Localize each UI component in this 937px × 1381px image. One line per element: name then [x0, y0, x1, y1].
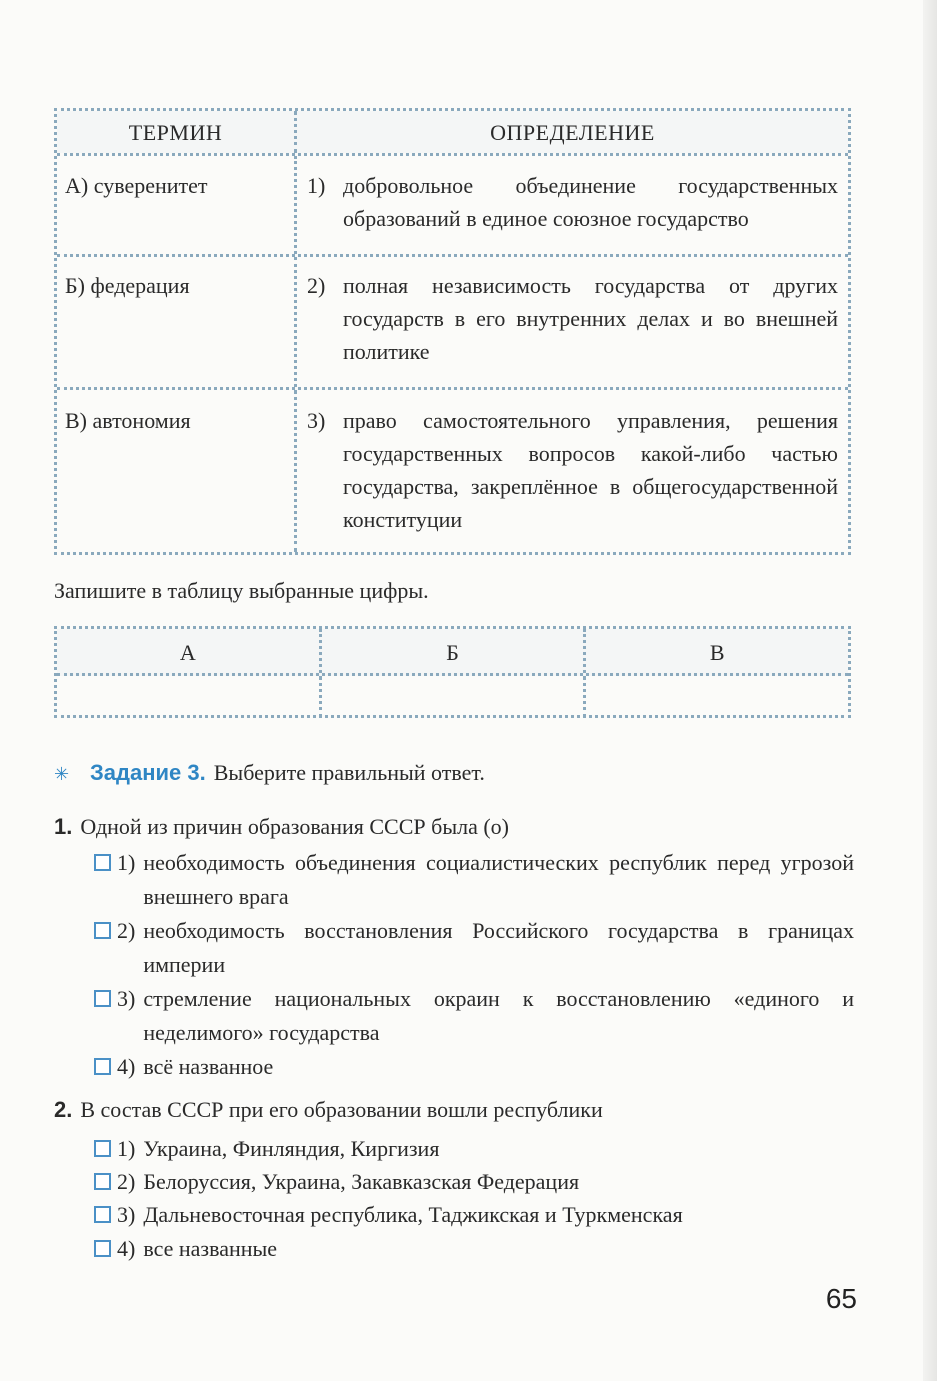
option-text: Украина, Финляндия, Киргизия: [143, 1136, 440, 1161]
option-number: 3): [117, 1202, 136, 1227]
table-row: [57, 257, 848, 390]
term-cell: А) суверенитет: [57, 156, 297, 254]
matching-table-header: [57, 111, 848, 156]
answer-option[interactable]: [94, 914, 854, 982]
definition-text: право самостоятельного управления, решения государственных вопросов какой-либо частью государства, закреплённое в общегосударственной конституции: [343, 408, 838, 532]
answer-option[interactable]: [94, 1132, 854, 1166]
answer-header-a: А: [57, 629, 322, 673]
answer-input-b[interactable]: [322, 676, 587, 718]
term-cell: Б) федерация: [57, 257, 297, 387]
star-icon: ✳: [54, 764, 70, 785]
matching-table: [54, 108, 851, 555]
question: [54, 1093, 603, 1126]
answer-option[interactable]: [94, 1198, 854, 1232]
definition-number: 2): [307, 273, 326, 298]
checkbox[interactable]: [94, 1058, 111, 1075]
answer-input-a[interactable]: [57, 676, 322, 718]
option-text: Дальневосточная республика, Таджикская и Туркменская: [143, 1202, 683, 1227]
checkbox[interactable]: [94, 922, 111, 939]
page-number: 65: [825, 1283, 857, 1314]
checkbox[interactable]: [94, 990, 111, 1007]
checkbox[interactable]: [94, 1240, 111, 1257]
option-text: всё названное: [143, 1054, 274, 1079]
option-number: 1): [117, 850, 136, 875]
option-number: 2): [117, 1169, 136, 1194]
definition-cell: [297, 257, 848, 387]
option-number: 1): [117, 1136, 136, 1161]
answer-table-header: [57, 629, 848, 676]
question-number: 2.: [54, 1097, 73, 1122]
answer-option[interactable]: [94, 1232, 854, 1266]
answer-option[interactable]: [94, 1165, 854, 1199]
instruction-text: Запишите в таблицу выбранные цифры.: [54, 578, 429, 603]
answer-table: [54, 626, 851, 718]
definition-cell: [297, 390, 848, 552]
definition-cell: [297, 156, 848, 254]
answer-table-values: [57, 676, 848, 718]
option-text: стремление национальных окраин к восстановлению «единого и неделимого» государства: [143, 986, 854, 1045]
definition-number: 3): [307, 408, 326, 433]
answer-header-v: В: [709, 640, 725, 665]
option-number: 3): [117, 986, 136, 1011]
checkbox[interactable]: [94, 1173, 111, 1190]
option-number: 2): [117, 918, 136, 943]
page-edge: [923, 0, 937, 1381]
definition-column-header: ОПРЕДЕЛЕНИЕ: [297, 111, 848, 153]
question-number: 1.: [54, 814, 73, 839]
option-text: необходимость восстановления Российского государства в границах империи: [143, 918, 854, 977]
answer-header-b: Б: [322, 629, 587, 673]
answer-option[interactable]: [94, 982, 854, 1050]
checkbox[interactable]: [94, 1140, 111, 1157]
definition-text: добровольное объединение государственных образований в единое союзное государство: [343, 173, 838, 231]
option-text: Белоруссия, Украина, Закавказская Федерация: [143, 1169, 580, 1194]
table-row: [57, 390, 848, 552]
answer-option[interactable]: [94, 846, 854, 914]
option-number: 4): [117, 1054, 136, 1079]
option-text: необходимость объединения социалистических республик перед угрозой внешнего врага: [143, 850, 854, 909]
checkbox[interactable]: [94, 854, 111, 871]
definition-text: полная независимость государства от других государств в его внутренних делах и во внешней политике: [343, 273, 838, 364]
checkbox[interactable]: [94, 1206, 111, 1223]
task-text: Выберите правильный ответ.: [213, 760, 485, 785]
answer-option[interactable]: [94, 1050, 854, 1084]
option-text: все названные: [143, 1236, 278, 1261]
term-cell: В) автономия: [57, 390, 297, 552]
term-column-header: ТЕРМИН: [57, 111, 297, 153]
answer-input-v[interactable]: [586, 676, 848, 718]
question-text: В состав СССР при его образовании вошли республики: [80, 1097, 603, 1122]
task-label: Задание 3.: [90, 760, 206, 785]
task-header: [54, 760, 485, 786]
option-number: 4): [117, 1236, 136, 1261]
definition-number: 1): [307, 173, 326, 198]
question: [54, 810, 509, 843]
table-row: [57, 156, 848, 257]
question-text: Одной из причин образования СССР была (о): [80, 814, 509, 839]
